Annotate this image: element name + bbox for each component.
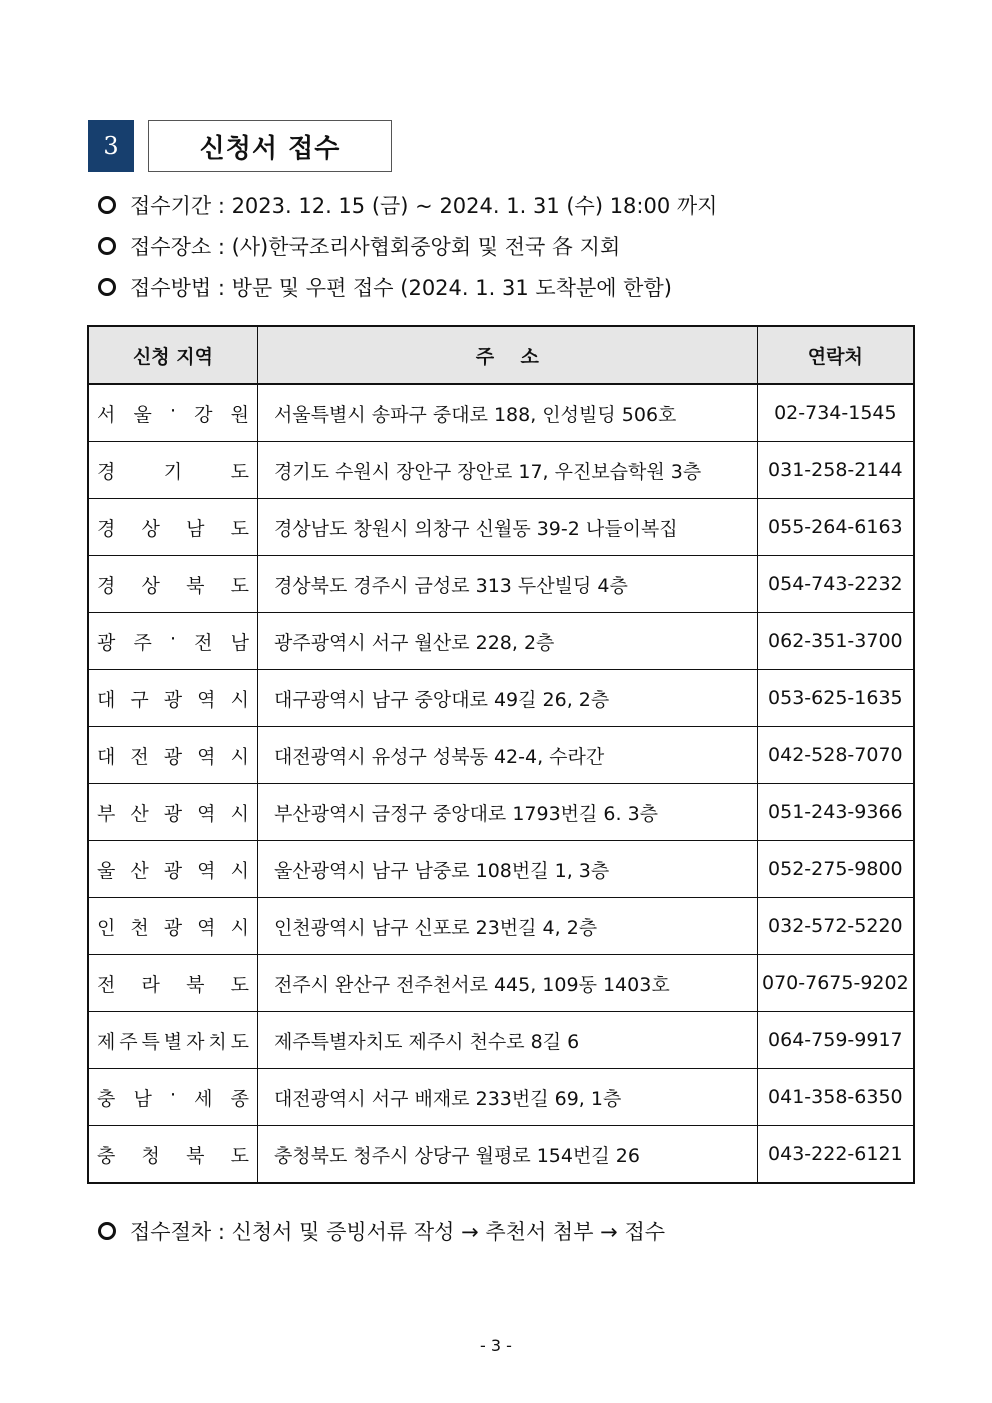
circle-bullet-icon: [98, 196, 116, 214]
region-cell: [88, 442, 257, 499]
region-label: 부 산 광 역 시: [97, 802, 249, 825]
table-row: [88, 727, 914, 784]
address-cell: 대전광역시 서구 배재로 233번길 69, 1층: [257, 1069, 757, 1126]
phone-cell: 042-528-7070: [757, 727, 914, 784]
region-label: 제 주 특 별 자 치 도: [97, 1030, 249, 1053]
circle-bullet-icon: [98, 1222, 116, 1240]
region-label: 경 상 북 도: [97, 574, 249, 597]
phone-cell: 054-743-2232: [757, 556, 914, 613]
table-row: [88, 784, 914, 841]
region-cell: [88, 841, 257, 898]
table-row: [88, 898, 914, 955]
region-label: 광 주 · 전 남: [97, 627, 249, 654]
phone-cell: 031-258-2144: [757, 442, 914, 499]
region-label: 울 산 광 역 시: [97, 859, 249, 882]
address-cell: 광주광역시 서구 월산로 228, 2층: [257, 613, 757, 670]
table-row: [88, 1012, 914, 1069]
region-label: 경 상 남 도: [97, 517, 249, 540]
phone-cell: 02-734-1545: [757, 384, 914, 442]
region-cell: [88, 784, 257, 841]
region-cell: [88, 1012, 257, 1069]
address-cell: 울산광역시 남구 남중로 108번길 1, 3층: [257, 841, 757, 898]
phone-cell: 041-358-6350: [757, 1069, 914, 1126]
phone-cell: 055-264-6163: [757, 499, 914, 556]
region-label: 인 천 광 역 시: [97, 916, 249, 939]
region-label: 서 울 · 강 원: [97, 399, 249, 426]
address-cell: 경기도 수원시 장안구 장안로 17, 우진보습학원 3층: [257, 442, 757, 499]
phone-cell: 052-275-9800: [757, 841, 914, 898]
table-row: [88, 1069, 914, 1126]
header-region: 신청 지역: [88, 326, 257, 384]
bullet-text: 접수방법 : 방문 및 우편 접수 (2024. 1. 31 도착분에 한함): [130, 276, 672, 300]
circle-bullet-icon: [98, 278, 116, 296]
table-row: [88, 442, 914, 499]
region-label: 경 기 도: [97, 460, 249, 483]
table-row: [88, 384, 914, 442]
section-header: [88, 120, 392, 172]
address-cell: 대구광역시 남구 중앙대로 49길 26, 2층: [257, 670, 757, 727]
region-cell: [88, 898, 257, 955]
table-row: [88, 556, 914, 613]
address-cell: 충청북도 청주시 상당구 월평로 154번길 26: [257, 1126, 757, 1184]
address-cell: 대전광역시 유성구 성북동 42-4, 수라간: [257, 727, 757, 784]
address-cell: 경상남도 창원시 의창구 신월동 39-2 나들이복집: [257, 499, 757, 556]
address-cell: 인천광역시 남구 신포로 23번길 4, 2층: [257, 898, 757, 955]
header-phone: 연락처: [757, 326, 914, 384]
bullet-text: 접수장소 : (사)한국조리사협회중앙회 및 전국 各 지회: [130, 235, 621, 259]
section-number: 3: [88, 120, 134, 172]
bullet-procedure: [98, 1216, 665, 1246]
phone-cell: 051-243-9366: [757, 784, 914, 841]
bullet-text: 접수기간 : 2023. 12. 15 (금) ~ 2024. 1. 31 (수) 18:00 까지: [130, 194, 718, 218]
bullet-method: [98, 272, 672, 302]
bullet-text: 접수절차 : 신청서 및 증빙서류 작성 → 추천서 첨부 → 접수: [130, 1220, 666, 1244]
section-title: 신청서 접수: [148, 120, 392, 172]
region-cell: [88, 556, 257, 613]
region-cell: [88, 955, 257, 1012]
table-header-row: [88, 326, 914, 384]
address-cell: 서울특별시 송파구 중대로 188, 인성빌딩 506호: [257, 384, 757, 442]
table-row: [88, 499, 914, 556]
circle-bullet-icon: [98, 237, 116, 255]
region-cell: [88, 727, 257, 784]
address-cell: 부산광역시 금정구 중앙대로 1793번길 6. 3층: [257, 784, 757, 841]
table-row: [88, 1126, 914, 1184]
phone-cell: 053-625-1635: [757, 670, 914, 727]
table-row: [88, 670, 914, 727]
phone-cell: 043-222-6121: [757, 1126, 914, 1184]
phone-cell: 032-572-5220: [757, 898, 914, 955]
table-row: [88, 841, 914, 898]
header-address: 주 소: [257, 326, 757, 384]
region-cell: [88, 499, 257, 556]
region-cell: [88, 384, 257, 442]
region-cell: [88, 1126, 257, 1184]
region-label: 충 청 북 도: [97, 1144, 249, 1167]
table-row: [88, 613, 914, 670]
bullet-place: [98, 231, 620, 261]
phone-cell: 062-351-3700: [757, 613, 914, 670]
phone-cell: 070-7675-9202: [757, 955, 914, 1012]
page-number: - 3 -: [480, 1336, 512, 1355]
phone-cell: 064-759-9917: [757, 1012, 914, 1069]
region-cell: [88, 670, 257, 727]
region-label: 대 구 광 역 시: [97, 688, 249, 711]
region-label: 전 라 북 도: [97, 973, 249, 996]
table-row: [88, 955, 914, 1012]
address-cell: 전주시 완산구 전주천서로 445, 109동 1403호: [257, 955, 757, 1012]
region-label: 대 전 광 역 시: [97, 745, 249, 768]
address-cell: 경상북도 경주시 금성로 313 두산빌딩 4층: [257, 556, 757, 613]
region-cell: [88, 1069, 257, 1126]
office-table: [87, 325, 915, 1184]
region-cell: [88, 613, 257, 670]
region-label: 충 남 · 세 종: [97, 1083, 249, 1110]
bullet-period: [98, 190, 717, 220]
address-cell: 제주특별자치도 제주시 천수로 8길 6: [257, 1012, 757, 1069]
